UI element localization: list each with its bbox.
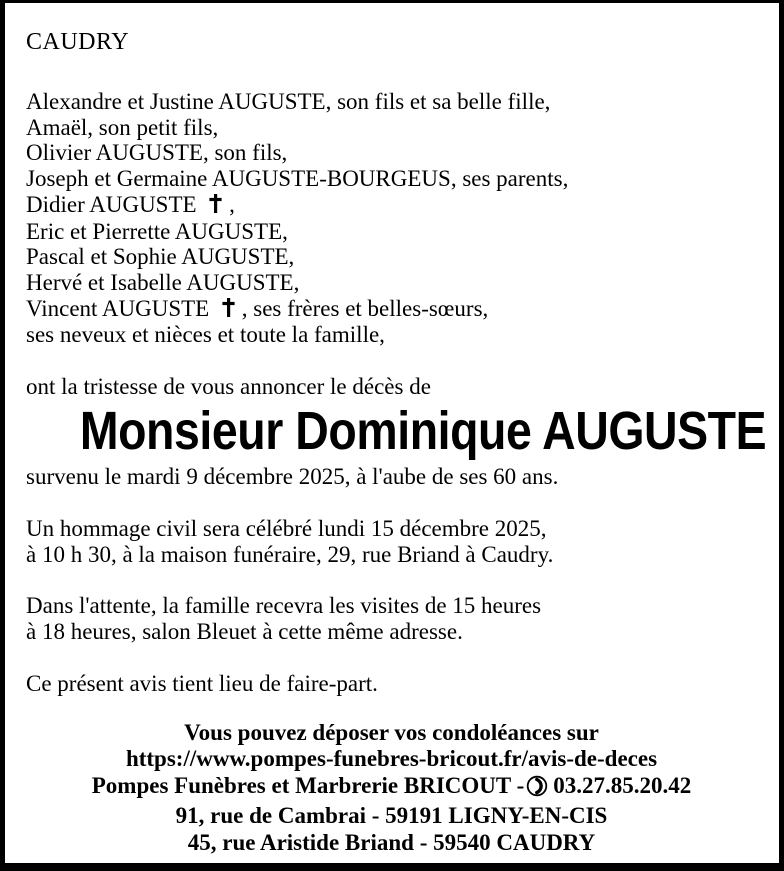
family-line-text: ,	[229, 191, 235, 217]
family-line-text: Alexandre et Justine AUGUSTE, son fils et sa belle fille,	[26, 89, 551, 114]
latin-cross-icon	[222, 297, 235, 323]
deceased-name-block	[24, 401, 767, 462]
family-line-text: Olivier AUGUSTE, son fils,	[26, 140, 288, 166]
family-line	[26, 296, 759, 323]
condolences-line: Vous pouvez déposer vos condoléances sur	[184, 719, 599, 745]
family-list	[26, 89, 759, 348]
family-line-text: Joseph et Germaine AUGUSTE-BOURGEUS, ses parents,	[26, 166, 569, 192]
location-heading: CAUDRY	[26, 29, 130, 55]
family-line-text: Eric et Pierrette AUGUSTE,	[26, 218, 288, 244]
visits-line: à 18 heures, salon Bleuet à cette même adresse.	[26, 619, 463, 645]
family-line-text: Vincent AUGUSTE	[26, 295, 210, 321]
company-phone-line	[24, 773, 759, 804]
deceased-name: Monsieur Dominique AUGUSTE	[79, 401, 767, 462]
family-line-text: Hervé et Isabelle AUGUSTE,	[26, 269, 300, 295]
funeral-home-footer	[24, 720, 759, 857]
family-line	[26, 219, 759, 245]
latin-cross-icon	[209, 193, 222, 219]
ceremony-line: à 10 h 30, à la maison funéraire, 29, rue Briand à Caudry.	[26, 541, 554, 567]
family-line-text: Pascal et Sophie AUGUSTE,	[26, 244, 295, 270]
family-line	[26, 192, 759, 219]
condolences-url: https://www.pompes-funebres-bricout.fr/avis-de-deces	[125, 746, 658, 772]
ceremony-line: Un hommage civil sera célébré lundi 15 décembre 2025,	[26, 516, 547, 542]
family-line-text: , ses frères et belles-sœurs,	[241, 295, 489, 321]
family-line-text: Didier AUGUSTE	[26, 191, 197, 217]
address-caudry: 45, rue Aristide Briand - 59540 CAUDRY	[187, 829, 596, 855]
phone-number: 03.27.85.20.42	[553, 772, 692, 798]
faire-part-line: Ce présent avis tient lieu de faire-part.	[26, 670, 378, 696]
family-line	[26, 115, 759, 141]
visits-paragraph	[26, 593, 759, 644]
death-date-line: survenu le mardi 9 décembre 2025, à l'aube de ses 60 ans.	[26, 464, 559, 490]
phone-icon	[526, 775, 548, 804]
announcement-line: ont la tristesse de vous annoncer le décès de	[26, 374, 431, 400]
address-ligny: 91, rue de Cambrai - 59191 LIGNY-EN-CIS	[175, 803, 608, 829]
family-line-text: ses neveux et nièces et toute la famille,	[26, 322, 385, 348]
family-line	[26, 322, 759, 348]
family-line	[26, 270, 759, 296]
family-line	[26, 140, 759, 166]
company-name: Pompes Funèbres et Marbrerie BRICOUT -	[91, 772, 525, 798]
family-line	[26, 244, 759, 270]
family-line-text: Amaël, son petit fils,	[26, 114, 219, 140]
family-line	[26, 166, 759, 192]
ceremony-paragraph	[26, 516, 759, 567]
family-line	[26, 89, 759, 115]
visits-line: Dans l'attente, la famille recevra les visites de 15 heures	[26, 593, 542, 619]
